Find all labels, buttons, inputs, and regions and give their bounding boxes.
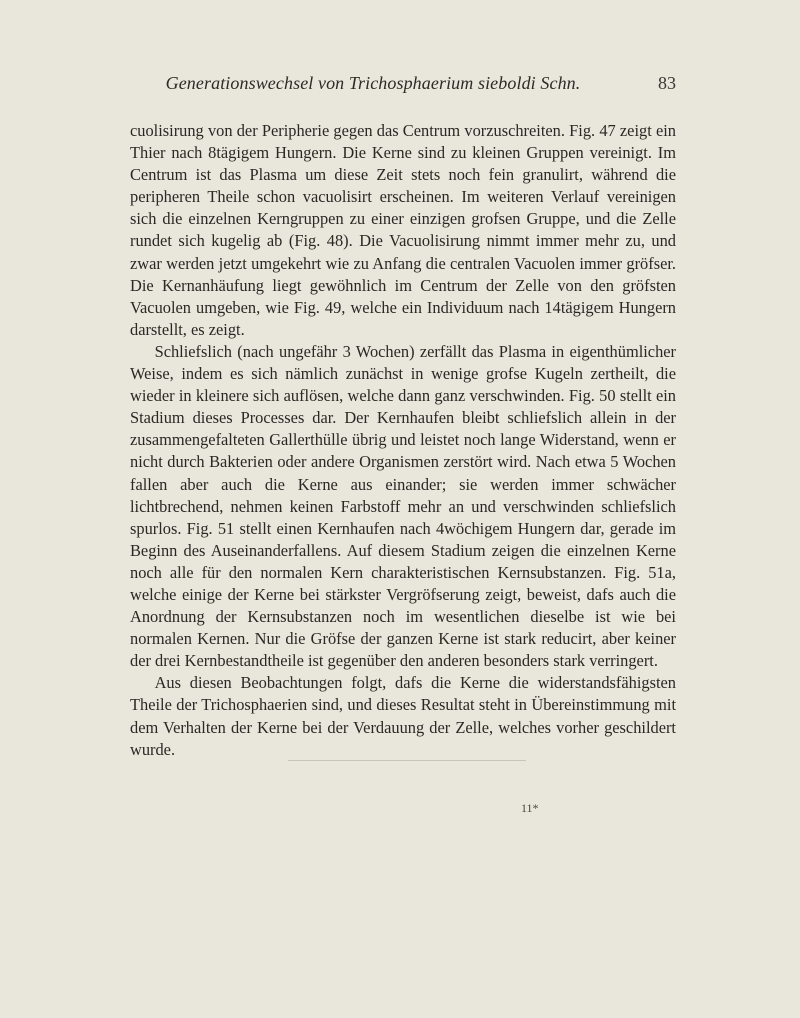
section-divider <box>288 760 526 761</box>
body-text <box>130 120 676 761</box>
paragraph-1: cuolisirung von der Peripherie gegen das Centrum vorzuschreiten. Fig. 47 zeigt ein Thier nach 8tägigem Hungern. Die Kerne sind zu kleinen Gruppen vereinigt. Im Centrum ist das Plasma um diese Zeit stets noch fein granulirt, während die peripheren Theile schon vacuolisirt erscheinen. Im weiteren Verlauf vereinigen sich die einzelnen Kerngruppen zu einer einzigen grofsen Gruppe, und die Zelle rundet sich kugelig ab (Fig. 48). Die Vacuolisirung nimmt immer mehr zu, und zwar werden jetzt umgekehrt wie zu Anfang die centralen Vacuolen immer gröfser. Die Kernanhäufung liegt gewöhnlich im Centrum der Zelle von den gröfsten Vacuolen umgeben, wie Fig. 49, welche ein Individuum nach 14tägigem Hungern darstellt, es zeigt. <box>130 121 676 339</box>
running-title: Generationswechsel von Trichosphaerium sieboldi Schn. <box>165 73 581 93</box>
running-head <box>130 73 676 99</box>
sheet-signature: 11* <box>521 801 539 815</box>
paragraph-3: Aus diesen Beobachtungen folgt, dafs die Kerne die widerstandsfähigsten Theile der Trichosphaerien sind, und dieses Resultat steht in Übereinstimmung mit dem Verhalten der Kerne bei der Verdauung der Zelle, welches vorher geschildert wurde. <box>130 673 676 759</box>
page-number: 83 <box>658 73 676 93</box>
paragraph-2: Schliefslich (nach ungefähr 3 Wochen) zerfällt das Plasma in eigenthümlicher Weise, indem es sich nämlich zunächst in wenige grofse Kugeln zertheilt, die wieder in kleinere sich auflösen, welche dann ganz verschwinden. Fig. 50 stellt ein Stadium dieses Processes dar. Der Kernhaufen bleibt schliefslich allein in der zusammengefalteten Gallerthülle übrig und leistet noch lange Widerstand, wenn er nicht durch Bakterien oder andere Organismen zerstört wird. Nach etwa 5 Wochen fallen aber auch die Kerne aus einander; sie werden immer schwächer lichtbrechend, nehmen keinen Farbstoff mehr an und verschwinden schliefslich spurlos. Fig. 51 stellt einen Kernhaufen nach 4wöchigem Hungern dar, gerade im Beginn des Auseinanderfallens. Auf diesem Stadium zeigen die einzelnen Kerne noch alle für den normalen Kern charakteristischen Kernsubstanzen. Fig. 51a, welche einige der Kerne bei stärkster Vergröfserung zeigt, beweist, dafs auch die Anordnung der Kernsubstanzen noch im wesentlichen dieselbe ist wie bei normalen Kernen. Nur die Gröfse der ganzen Kerne ist stark reducirt, aber keiner der drei Kernbestandtheile ist gegenüber den anderen besonders stark verringert. <box>130 341 676 671</box>
